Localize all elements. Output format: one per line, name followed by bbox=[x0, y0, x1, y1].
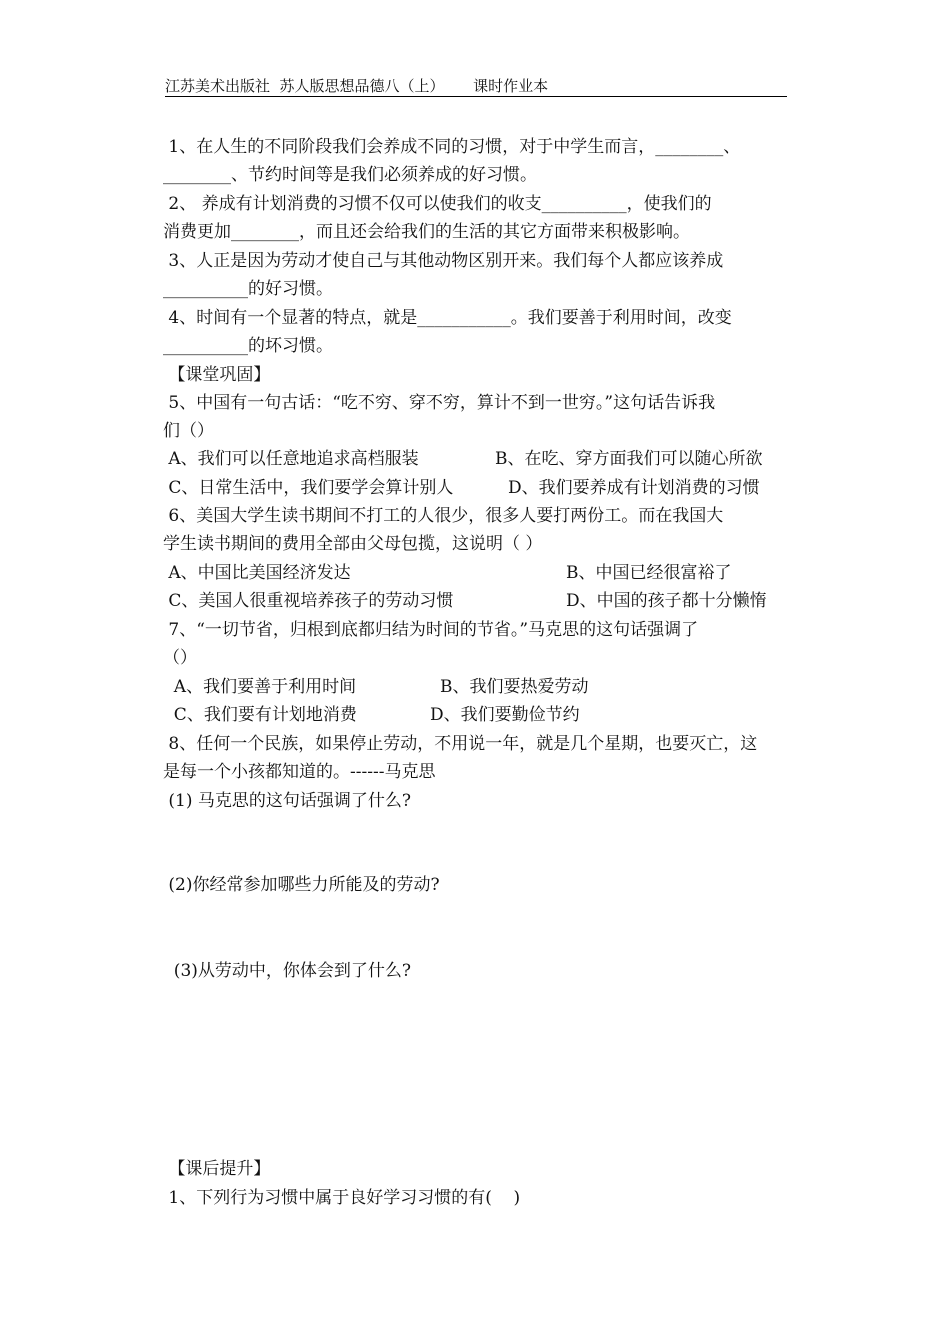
after-class-question-1: 1、下列行为习惯中属于良好学习习惯的有( ) bbox=[163, 1188, 521, 1208]
question-6-option-b: B、中国已经很富裕了 bbox=[566, 563, 732, 583]
question-8-line-1: 8、任何一个民族，如果停止劳动，不用说一年，就是几个星期，也要灭亡，这 bbox=[163, 734, 758, 754]
question-7-option-a: A、我们要善于利用时间 bbox=[163, 677, 357, 697]
question-8-sub-3: (3)从劳动中，你体会到了什么? bbox=[163, 961, 412, 981]
question-8-line-2: 是每一个小孩都知道的。------马克思 bbox=[163, 762, 436, 782]
question-5-line-1: 5、中国有一句古话：“吃不穷、穿不穷，算计不到一世穷。”这句话告诉我 bbox=[163, 393, 716, 413]
question-5-line-2: 们（） bbox=[163, 421, 214, 441]
question-5-option-d: D、我们要养成有计划消费的习惯 bbox=[508, 478, 760, 498]
question-5-option-b: B、在吃、穿方面我们可以随心所欲 bbox=[495, 449, 763, 469]
question-6-option-a: A、中国比美国经济发达 bbox=[163, 563, 351, 583]
question-4-line-1: 4、时间有一个显著的特点，就是___________。我们要善于利用时间，改变 bbox=[163, 308, 732, 328]
question-1-line-2: ________、节约时间等是我们必须养成的好习惯。 bbox=[163, 165, 537, 185]
question-4-line-2: __________的坏习惯。 bbox=[163, 336, 333, 356]
question-7-option-d: D、我们要勤俭节约 bbox=[430, 705, 580, 725]
question-6-option-c: C、美国人很重视培养孩子的劳动习惯 bbox=[163, 591, 454, 611]
question-8-sub-2: (2)你经常参加哪些力所能及的劳动? bbox=[163, 875, 440, 895]
question-2-line-1: 2、 养成有计划消费的习惯不仅可以使我们的收支__________，使我们的 bbox=[163, 194, 712, 214]
question-7-line-1: 7、“一切节省，归根到底都归结为时间的节省。”马克思的这句话强调了 bbox=[163, 620, 699, 640]
section-heading-classroom: 【课堂巩固】 bbox=[163, 365, 271, 385]
question-3-line-2: __________的好习惯。 bbox=[163, 279, 333, 299]
question-1-line-1: 1、在人生的不同阶段我们会养成不同的习惯，对于中学生而言，________、 bbox=[163, 137, 741, 157]
question-7-line-2: （） bbox=[163, 648, 197, 668]
question-7-option-c: C、我们要有计划地消费 bbox=[163, 705, 357, 725]
question-5-option-c: C、日常生活中，我们要学会算计别人 bbox=[163, 478, 454, 498]
question-2-line-2: 消费更加________，而且还会给我们的生活的其它方面带来积极影响。 bbox=[163, 222, 690, 242]
question-8-sub-1: (1) 马克思的这句话强调了什么? bbox=[163, 791, 412, 811]
section-heading-after-class: 【课后提升】 bbox=[163, 1159, 271, 1179]
question-3-line-1: 3、人正是因为劳动才使自己与其他动物区别开来。我们每个人都应该养成 bbox=[163, 251, 724, 271]
page-header: 江苏美术出版社 苏人版思想品德八（上） 课时作业本 bbox=[165, 77, 549, 95]
question-5-option-a: A、我们可以任意地追求高档服装 bbox=[163, 449, 419, 469]
question-6-option-d: D、中国的孩子都十分懒惰 bbox=[566, 591, 767, 611]
question-6-line-2: 学生读书期间的费用全部由父母包揽，这说明（ ） bbox=[163, 534, 543, 554]
header-rule bbox=[165, 96, 787, 97]
question-7-option-b: B、我们要热爱劳动 bbox=[440, 677, 589, 697]
question-6-line-1: 6、美国大学生读书期间不打工的人很少，很多人要打两份工。而在我国大 bbox=[163, 506, 724, 526]
